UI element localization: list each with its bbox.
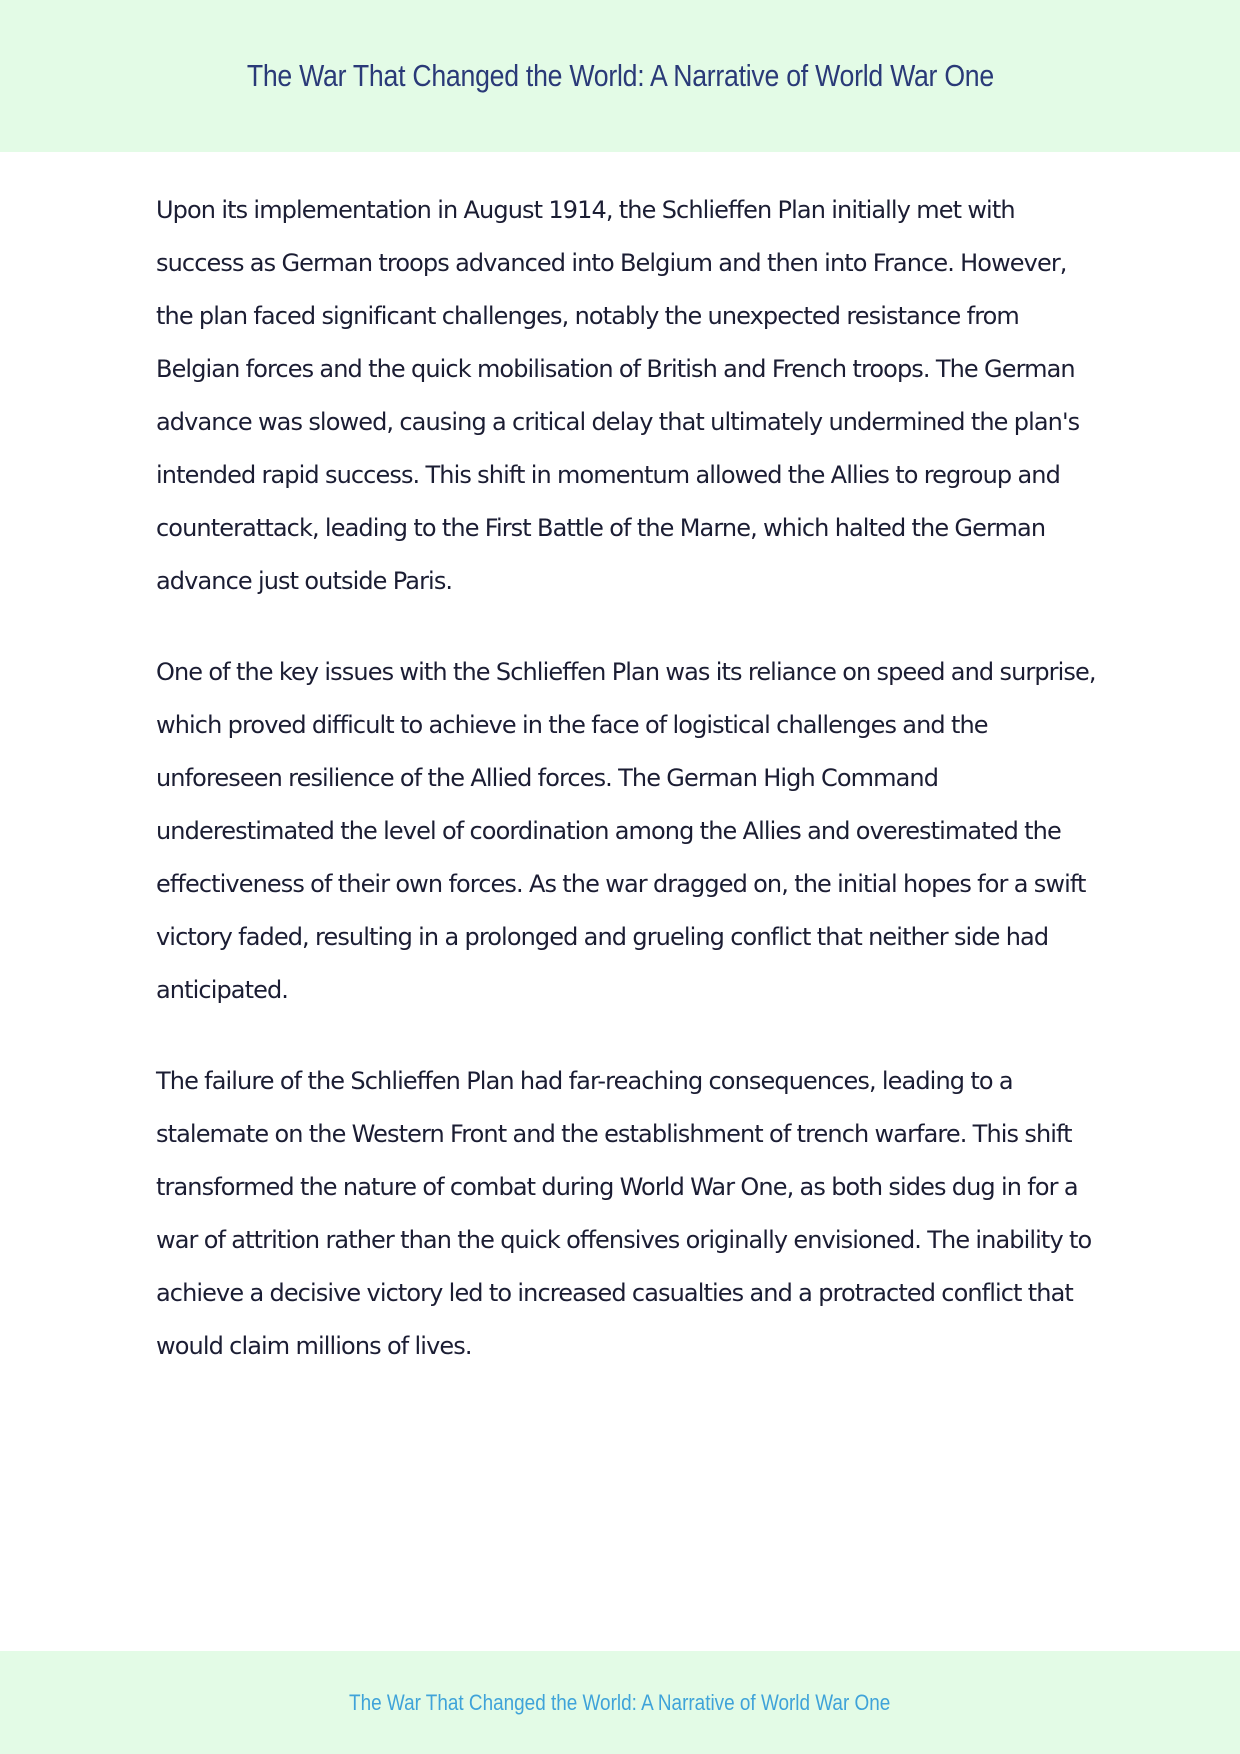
- document-body: [156, 184, 1096, 1411]
- paragraph-1: Upon its implementation in August 1914, the Schlieffen Plan initially met with success as German troops advanced into Belgium and then into France. However, the plan faced significant challenges, notably the unexpected resistance from Belgian forces and the quick mobilisation of British and French troops. The German advance was slowed, causing a critical delay that ultimately undermined the plan's intended rapid success. This shift in momentum allowed the Allies to regroup and counterattack, leading to the First Battle of the Marne, which halted the German advance just outside Paris.: [156, 196, 1080, 595]
- paragraph-2: One of the key issues with the Schlieffen Plan was its reliance on speed and surprise, which proved difficult to achieve in the face of logistical challenges and the unforeseen resilience of the Allied forces. The German High Command underestimated the level of coordination among the Allies and overestimated the effectiveness of their own forces. As the war dragged on, the initial hopes for a swift victory faded, resulting in a prolonged and grueling conflict that neither side had anticipated.: [156, 658, 1096, 1004]
- page-footer: [0, 1651, 1240, 1754]
- page-title: The War That Changed the World: A Narrative of World War One: [246, 58, 994, 93]
- page-header: [0, 0, 1240, 152]
- paragraph-3: The failure of the Schlieffen Plan had far-reaching consequences, leading to a stalemate on the Western Front and the establishment of trench warfare. This shift transformed the nature of combat during World War One, as both sides dug in for a war of attrition rather than the quick offensives originally envisioned. The inability to achieve a decisive victory led to increased casualties and a protracted conflict that would claim millions of lives.: [156, 1067, 1092, 1360]
- footer-title: The War That Changed the World: A Narrative of World War One: [349, 1689, 891, 1715]
